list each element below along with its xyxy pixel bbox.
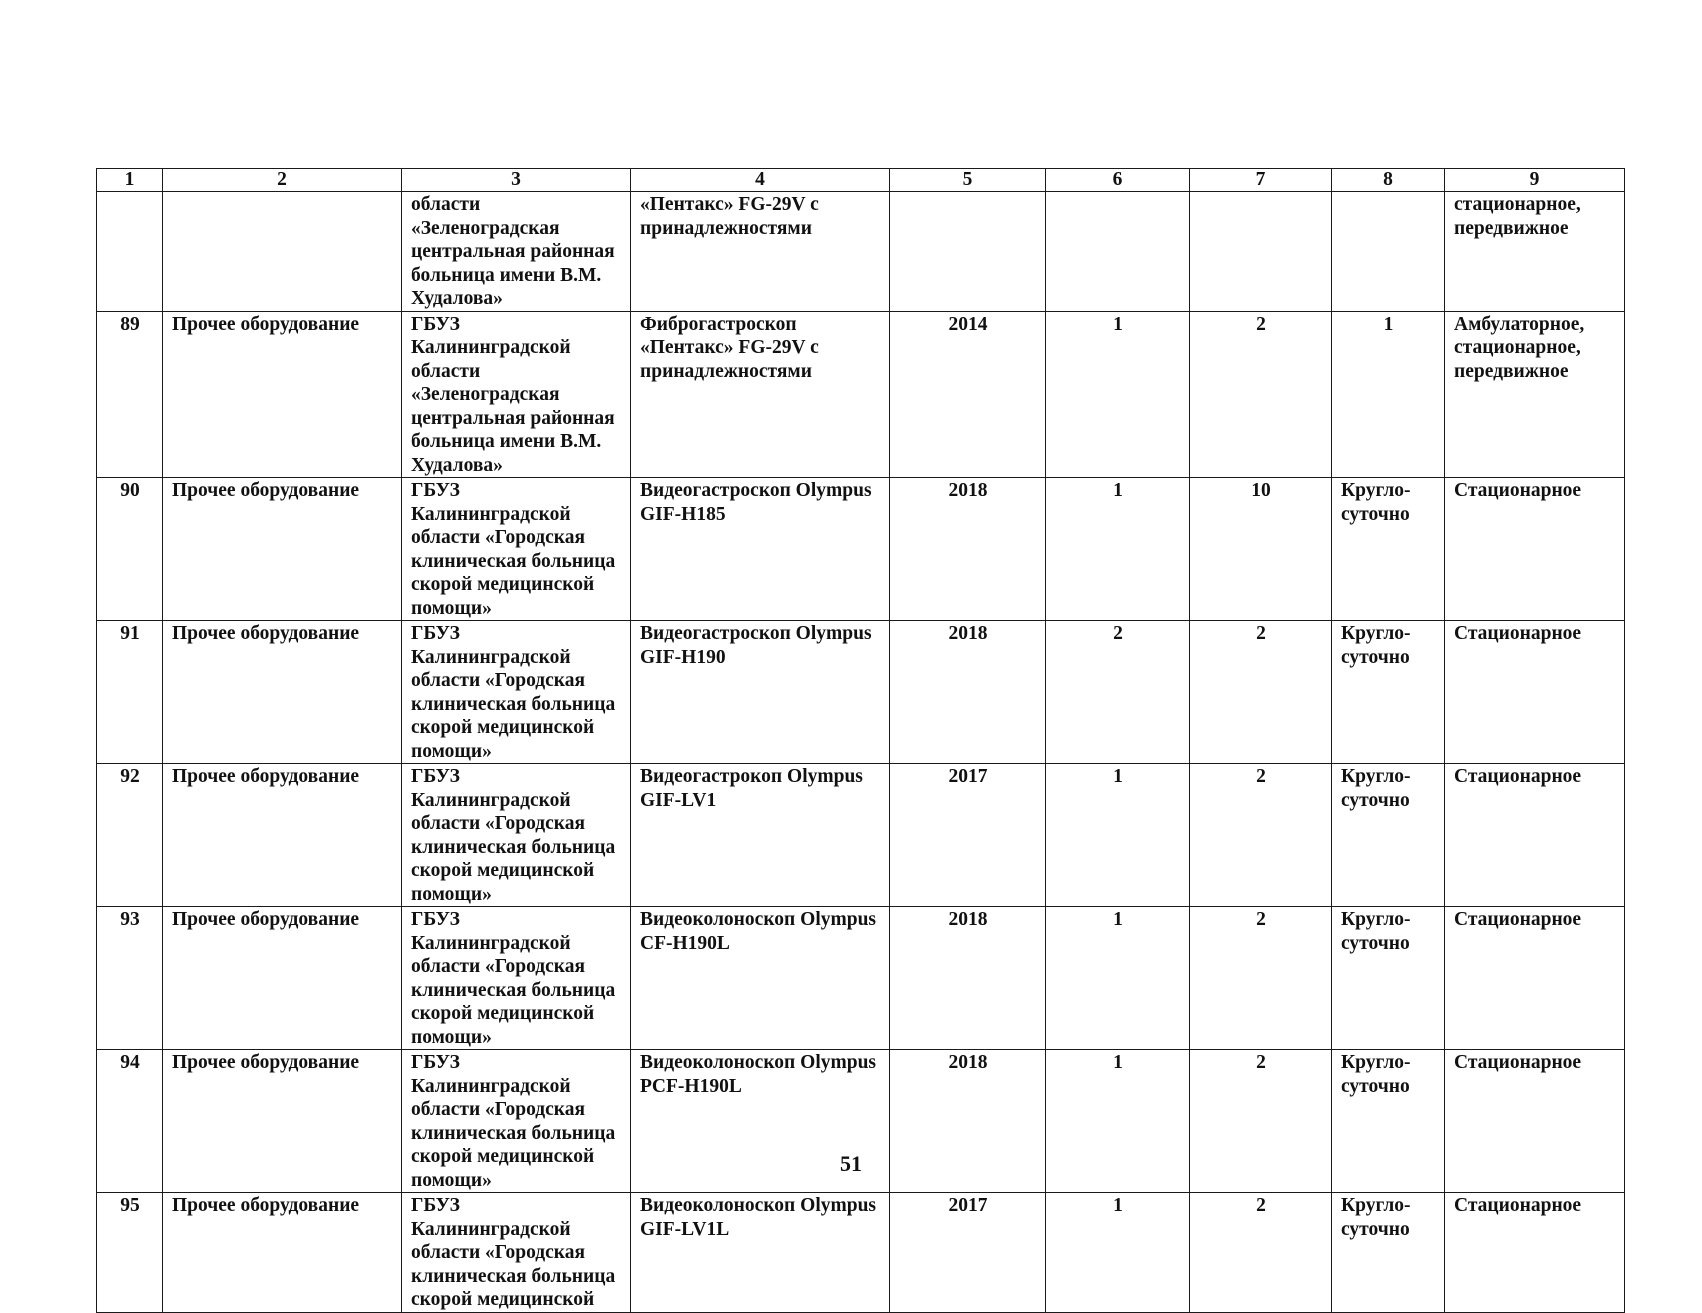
- quantity: [1046, 192, 1190, 312]
- year: 2017: [890, 1193, 1046, 1313]
- quantity: 1: [1046, 764, 1190, 907]
- year: 2018: [890, 1050, 1046, 1193]
- column-header: 7: [1190, 169, 1332, 192]
- equipment-name: «Пентакс» FG-29V с принадлежностями: [631, 192, 890, 312]
- table-row: [97, 478, 1625, 621]
- page-number: 51: [840, 1151, 862, 1176]
- quantity: 1: [1046, 1050, 1190, 1193]
- row-number: 91: [97, 621, 163, 764]
- column-8-value: 1: [1332, 311, 1445, 478]
- table-row: [97, 192, 1625, 312]
- year: 2014: [890, 311, 1046, 478]
- table-row: [97, 1193, 1625, 1313]
- column-8-value: Кругло-суточно: [1332, 764, 1445, 907]
- organization: ГБУЗ Калининградской области «Городская клиническая больница скорой медицинской помощи»: [402, 764, 631, 907]
- year: [890, 192, 1046, 312]
- table-row: [97, 764, 1625, 907]
- row-number: 95: [97, 1193, 163, 1313]
- organization: ГБУЗ Калининградской области «Городская клиническая больница скорой медицинской: [402, 1193, 631, 1313]
- column-header: 2: [163, 169, 402, 192]
- equipment-name: Видеогастрокоп Olympus GIF-LV1: [631, 764, 890, 907]
- year: 2018: [890, 478, 1046, 621]
- quantity: 1: [1046, 478, 1190, 621]
- equipment-name: Видеоколоноскоп Olympus GIF-LV1L: [631, 1193, 890, 1313]
- quantity: 1: [1046, 907, 1190, 1050]
- equipment-name: Видеогастроскоп Olympus GIF-H185: [631, 478, 890, 621]
- quantity: 1: [1046, 1193, 1190, 1313]
- column-7-value: 2: [1190, 621, 1332, 764]
- equipment-name: Видеоколоноскоп Olympus PCF-H190L: [631, 1050, 890, 1193]
- row-number: 93: [97, 907, 163, 1050]
- column-8-value: Кругло-суточно: [1332, 907, 1445, 1050]
- column-7-value: 2: [1190, 1193, 1332, 1313]
- equipment-type: [163, 192, 402, 312]
- column-7-value: 2: [1190, 907, 1332, 1050]
- header-row: [97, 169, 1625, 192]
- equipment-table: [96, 168, 1625, 1313]
- year: 2018: [890, 621, 1046, 764]
- column-header: 5: [890, 169, 1046, 192]
- equipment-type: Прочее оборудование: [163, 1050, 402, 1193]
- column-header: 6: [1046, 169, 1190, 192]
- column-header: 9: [1445, 169, 1625, 192]
- quantity: 1: [1046, 311, 1190, 478]
- table-row: [97, 907, 1625, 1050]
- usage-mode: Стационарное: [1445, 907, 1625, 1050]
- row-number: [97, 192, 163, 312]
- year: 2018: [890, 907, 1046, 1050]
- organization: области «Зеленоградская центральная районная больница имени В.М. Худалова»: [402, 192, 631, 312]
- row-number: 94: [97, 1050, 163, 1193]
- equipment-name: Фиброгастроскоп «Пентакс» FG-29V с принадлежностями: [631, 311, 890, 478]
- organization: ГБУЗ Калининградской области «Зеленоградская центральная районная больница имени В.М. Худалова»: [402, 311, 631, 478]
- row-number: 90: [97, 478, 163, 621]
- row-number: 89: [97, 311, 163, 478]
- column-7-value: 2: [1190, 764, 1332, 907]
- column-7-value: 2: [1190, 311, 1332, 478]
- organization: ГБУЗ Калининградской области «Городская клиническая больница скорой медицинской помощи»: [402, 478, 631, 621]
- equipment-type: Прочее оборудование: [163, 907, 402, 1050]
- column-header: 8: [1332, 169, 1445, 192]
- equipment-type: Прочее оборудование: [163, 621, 402, 764]
- column-8-value: Кругло-суточно: [1332, 1050, 1445, 1193]
- column-8-value: Кругло-суточно: [1332, 478, 1445, 621]
- table-row: [97, 311, 1625, 478]
- column-8-value: [1332, 192, 1445, 312]
- usage-mode: Стационарное: [1445, 764, 1625, 907]
- organization: ГБУЗ Калининградской области «Городская клиническая больница скорой медицинской помощи»: [402, 621, 631, 764]
- equipment-type: Прочее оборудование: [163, 1193, 402, 1313]
- year: 2017: [890, 764, 1046, 907]
- usage-mode: стационарное, передвижное: [1445, 192, 1625, 312]
- equipment-type: Прочее оборудование: [163, 311, 402, 478]
- column-header: 1: [97, 169, 163, 192]
- column-header: 4: [631, 169, 890, 192]
- equipment-type: Прочее оборудование: [163, 764, 402, 907]
- column-8-value: Кругло-суточно: [1332, 621, 1445, 764]
- organization: ГБУЗ Калининградской области «Городская клиническая больница скорой медицинской помощи»: [402, 907, 631, 1050]
- row-number: 92: [97, 764, 163, 907]
- usage-mode: Стационарное: [1445, 621, 1625, 764]
- column-7-value: 2: [1190, 1050, 1332, 1193]
- usage-mode: Стационарное: [1445, 1050, 1625, 1193]
- quantity: 2: [1046, 621, 1190, 764]
- usage-mode: Амбулаторное, стационарное, передвижное: [1445, 311, 1625, 478]
- table-row: [97, 621, 1625, 764]
- usage-mode: Стационарное: [1445, 478, 1625, 621]
- equipment-type: Прочее оборудование: [163, 478, 402, 621]
- equipment-name: Видеогастроскоп Olympus GIF-H190: [631, 621, 890, 764]
- equipment-name: Видеоколоноскоп Olympus CF-H190L: [631, 907, 890, 1050]
- organization: ГБУЗ Калининградской области «Городская клиническая больница скорой медицинской помощи»: [402, 1050, 631, 1193]
- column-7-value: [1190, 192, 1332, 312]
- column-7-value: 10: [1190, 478, 1332, 621]
- column-8-value: Кругло-суточно: [1332, 1193, 1445, 1313]
- column-header: 3: [402, 169, 631, 192]
- usage-mode: Стационарное: [1445, 1193, 1625, 1313]
